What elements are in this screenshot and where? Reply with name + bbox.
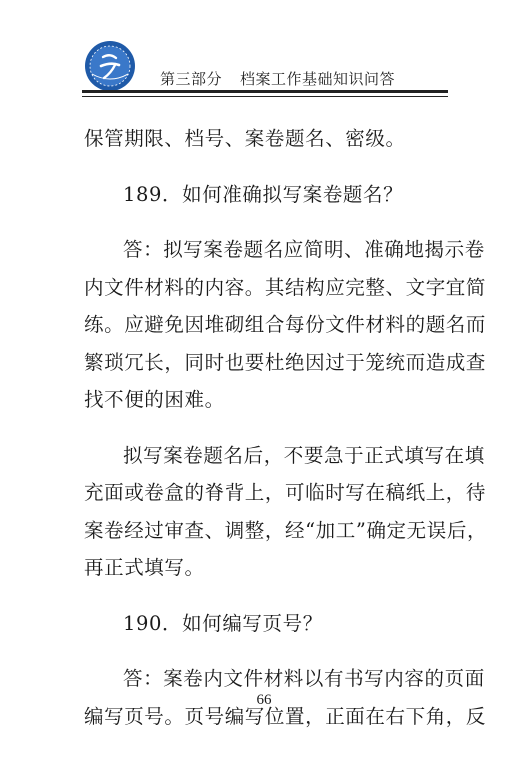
paragraph-gap [84,213,452,231]
logo-emblem-icon [84,40,136,92]
text-line: 编写页号。页号编写位置，正面在右下角，反 [84,704,487,728]
text-line: 拟写案卷题名后，不要急于正式填写在填 [123,443,485,467]
text-line: 繁琐冗长，同时也要杜绝因过于笼统而造成查 [84,350,487,374]
text-line: 充面或卷盒的脊背上，可临时写在稿纸上，待 [84,481,487,504]
page-number: 66 [256,692,272,708]
paragraph [84,605,452,643]
text-line: 答：案卷内文件材料以有书写内容的页面 [123,667,485,690]
text-line: 再正式填写。 [84,556,205,579]
text-line: 案卷经过审查、调整，经“加工”确定无误后， [84,518,488,542]
text-line: 答：拟写案卷题名应简明、准确地揭示卷 [123,238,485,261]
header-rule-thick [82,90,448,93]
text-line: 190．如何编写页号？ [123,611,323,635]
paragraph-gap [84,419,452,437]
page-header [0,0,528,110]
paragraph [84,176,452,214]
running-head-part: 第三部分 [160,70,223,88]
paragraph-gap [84,587,452,605]
paragraph-gap [84,642,452,660]
page-body [84,120,488,735]
paragraph [84,120,452,158]
text-line: 练。应避免因堆砌组合每份文件材料的题名而 [84,313,487,336]
running-head-title: 档案工作基础知识问答 [240,70,396,88]
text-line: 内文件材料的内容。其结构应完整、文字宜简 [84,275,487,299]
paragraph [84,231,487,419]
paragraph [84,437,488,587]
paragraph-gap [84,158,452,176]
text-line: 保管期限、档号、案卷题名、密级。 [84,127,406,150]
running-head [160,68,395,89]
text-line: 189．如何准确拟写案卷题名？ [123,182,404,206]
text-line: 找不便的困难。 [84,388,225,411]
header-rule-thin [82,96,448,97]
